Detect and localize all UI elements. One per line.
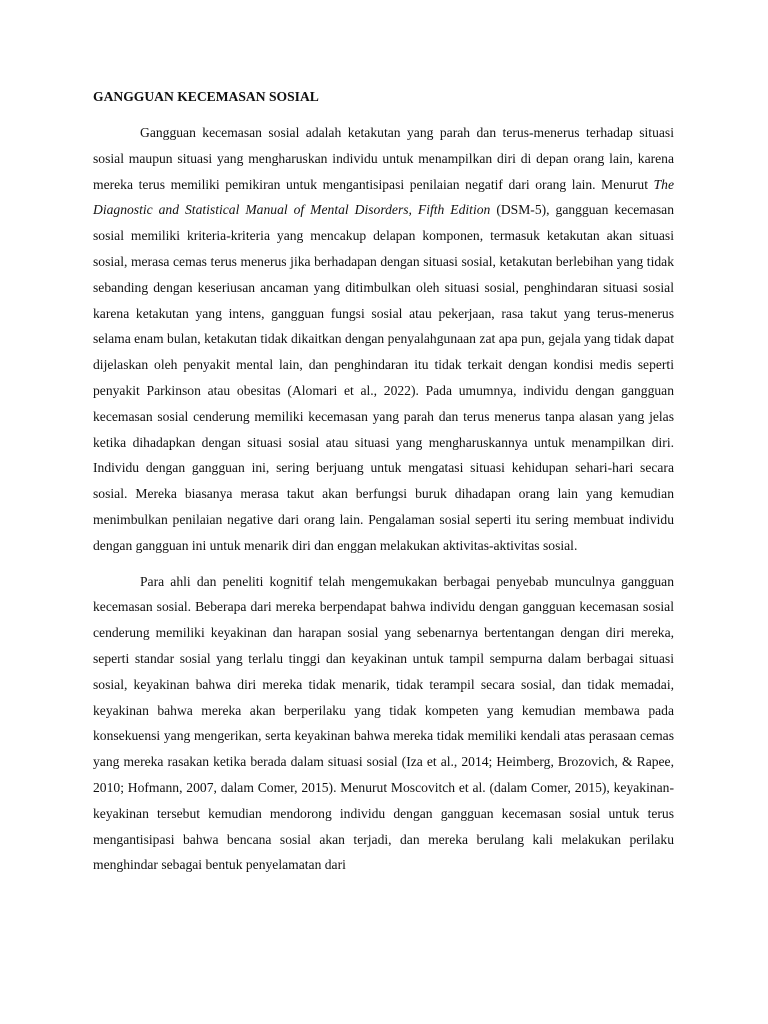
paragraph-1-text-a: Gangguan kecemasan sosial adalah ketakutan yang parah dan terus-menerus terhadap situasi sosial maupun situasi yang mengharuskan individu untuk menampilkan diri di depan orang lain, karena mereka terus memiliki pemikiran untuk mengantisipasi penilaian negatif dari orang lain. Menurut bbox=[93, 125, 674, 192]
paragraph-1 bbox=[93, 120, 674, 559]
dsm5-italic-title: The Diagnostic and Statistical Manual of Mental Disorders, Fifth Edition bbox=[93, 176, 674, 218]
document-body bbox=[93, 84, 674, 888]
paragraph-2: Para ahli dan peneliti kognitif telah mengemukakan berbagai penyebab munculnya gangguan kecemasan sosial. Beberapa dari mereka berpendapat bahwa individu dengan gangguan kecemasan sosial cenderung memiliki keyakinan dan harapan sosial yang sebenarnya bertentangan dengan diri mereka, seperti standar sosial yang terlalu tinggi dan keyakinan untuk tampil sempurna dalam berbagai situasi sosial, keyakinan bahwa diri mereka tidak menarik, tidak terampil secara sosial, dan tidak memadai, keyakinan bahwa mereka akan berperilaku yang tidak kompeten yang kemudian membawa pada konsekuensi yang mengerikan, serta keyakinan bahwa mereka tidak memiliki kendali atas perasaan cemas yang mereka rasakan ketika berada dalam situasi sosial (Iza et al., 2014; Heimberg, Brozovich, & Rapee, 2010; Hofmann, 2007, dalam Comer, 2015). Menurut Moscovitch et al. (dalam Comer, 2015), keyakinan-keyakinan tersebut kemudian mendorong individu dengan gangguan kecemasan sosial untuk terus mengantisipasi bahwa bencana sosial akan terjadi, dan mereka berulang kali melakukan perilaku menghindar sebagai bentuk penyelamatan dari bbox=[93, 573, 674, 873]
paragraph-1-text-b: (DSM-5), gangguan kecemasan sosial memiliki kriteria-kriteria yang mencakup delapan komponen, termasuk ketakutan akan situasi sosial, merasa cemas terus menerus jika berhadapan dengan situasi sosial, ketakutan berlebihan yang tidak sebanding dengan keseriusan ancaman yang ditimbulkan oleh situasi sosial, penghindaran situasi sosial karena ketakutan yang intens, gangguan fungsi sosial atau pekerjaan, rasa takut yang terus-menerus selama enam bulan, ketakutan tidak dikaitkan dengan penyalahgunaan zat apa pun, gejala yang tidak dapat dijelaskan oleh penyakit mental lain, dan penghindaran itu tidak terkait dengan kondisi medis seperti penyakit Parkinson atau obesitas (Alomari et al., 2022). Pada umumnya, individu dengan gangguan kecemasan sosial cenderung memiliki kecemasan yang parah dan terus menerus tanpa alasan yang jelas ketika dihadapkan dengan situasi sosial atau situasi yang mengharuskannya untuk menampilkan diri. Individu dengan gangguan ini, sering berjuang untuk mengatasi situasi kehidupan sehari-hari secara sosial. Mereka biasanya merasa takut akan berfungsi buruk dihadapan orang lain yang kemudian menimbulkan penilaian negative dari orang lain. Pengalaman sosial seperti itu sering membuat individu dengan gangguan ini untuk menarik diri dan enggan melakukan aktivitas-aktivitas sosial. bbox=[93, 202, 674, 553]
document-title: GANGGUAN KECEMASAN SOSIAL bbox=[93, 89, 319, 104]
